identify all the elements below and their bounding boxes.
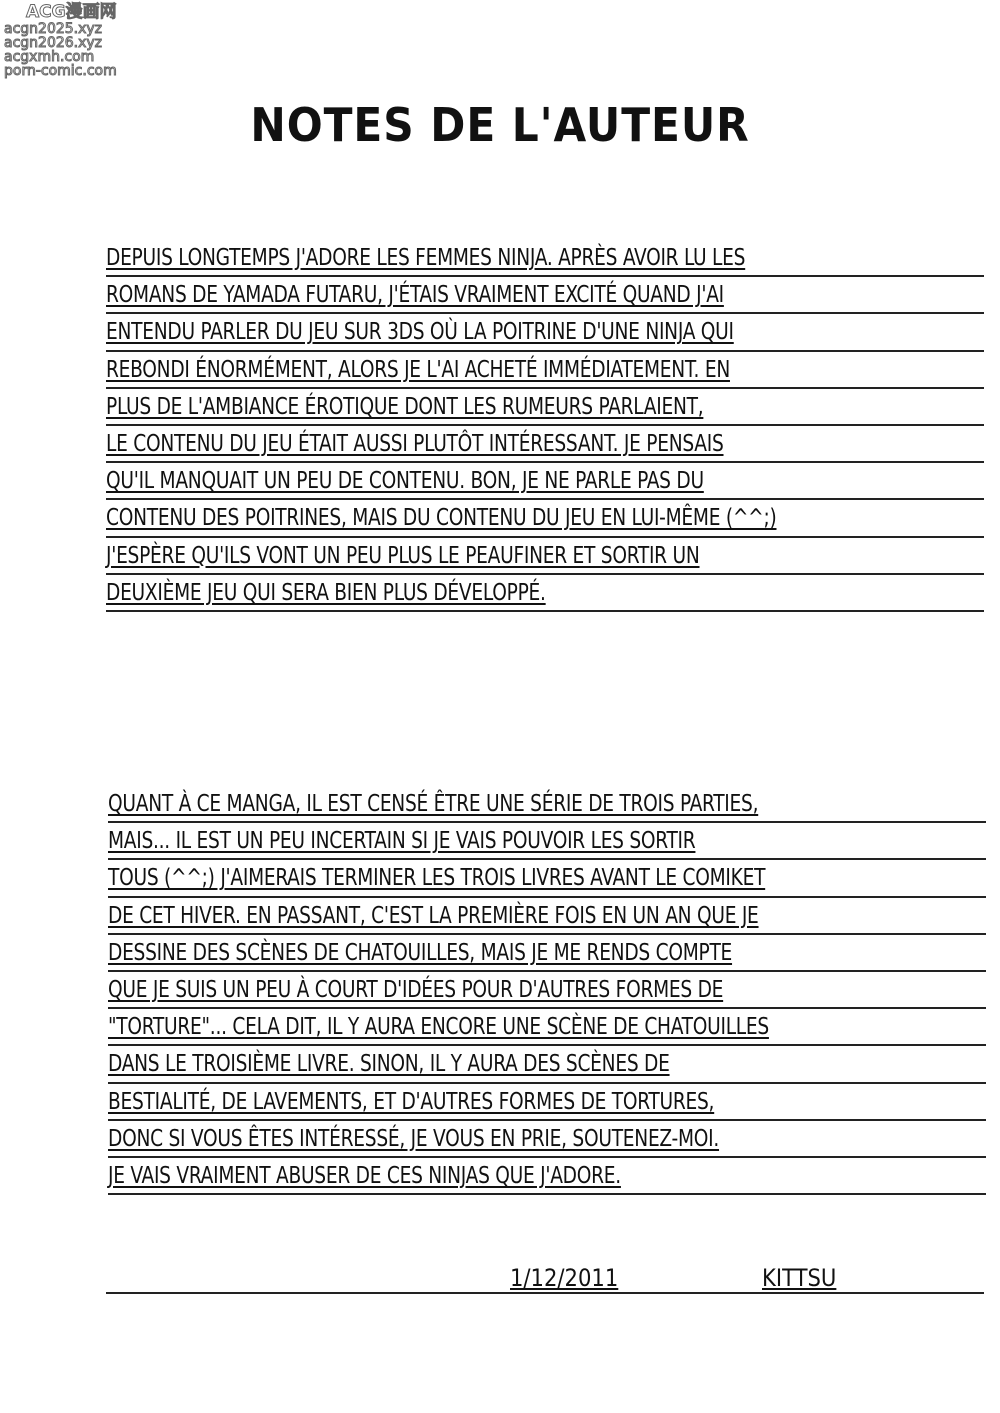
text-line: QUANT À CE MANGA, IL EST CENSÉ ÊTRE UNE SÉRIE DE TROIS PARTIES, — [108, 786, 986, 823]
text-line: PLUS DE L'AMBIANCE ÉROTIQUE DONT LES RUMEURS PARLAIENT, — [106, 389, 984, 426]
text-line: "TORTURE"... CELA DIT, IL Y AURA ENCORE UNE SCÈNE DE CHATOUILLES — [108, 1009, 986, 1046]
watermark-url: acgn2026.xyz — [4, 35, 103, 51]
text-line: TOUS (^^;) J'AIMERAIS TERMINER LES TROIS LIVRES AVANT LE COMIKET — [108, 860, 986, 897]
text-line: DESSINE DES SCÈNES DE CHATOUILLES, MAIS JE ME RENDS COMPTE — [108, 935, 986, 972]
text-line: DEPUIS LONGTEMPS J'ADORE LES FEMMES NINJA. APRÈS AVOIR LU LES — [106, 240, 984, 277]
text-line: QU'IL MANQUAIT UN PEU DE CONTENU. BON, JE NE PARLE PAS DU — [106, 463, 984, 500]
text-line: DANS LE TROISIÈME LIVRE. SINON, IL Y AURA DES SCÈNES DE — [108, 1046, 986, 1083]
signature-line — [106, 1262, 984, 1294]
text-line: ROMANS DE YAMADA FUTARU, J'ÉTAIS VRAIMENT EXCITÉ QUAND J'AI — [106, 277, 984, 314]
watermark-title: ACG漫画网 — [26, 2, 117, 22]
site-watermark — [4, 2, 154, 78]
text-line: J'ESPÈRE QU'ILS VONT UN PEU PLUS LE PEAUFINER ET SORTIR UN — [106, 538, 984, 575]
watermark-url: acgn2025.xyz — [4, 21, 103, 37]
signature-date: 1/12/2011 — [510, 1264, 619, 1292]
signature-author: KITTSU — [762, 1264, 837, 1292]
text-line: ENTENDU PARLER DU JEU SUR 3DS OÙ LA POITRINE D'UNE NINJA QUI — [106, 314, 984, 351]
text-line: REBONDI ÉNORMÉMENT, ALORS JE L'AI ACHETÉ IMMÉDIATEMENT. EN — [106, 352, 984, 389]
notes-paragraph-1 — [106, 240, 984, 612]
notes-paragraph-2 — [108, 786, 986, 1195]
text-line: QUE JE SUIS UN PEU À COURT D'IDÉES POUR D'AUTRES FORMES DE — [108, 972, 986, 1009]
text-line: MAIS... IL EST UN PEU INCERTAIN SI JE VAIS POUVOIR LES SORTIR — [108, 823, 986, 860]
text-line: JE VAIS VRAIMENT ABUSER DE CES NINJAS QUE J'ADORE. — [108, 1158, 986, 1195]
text-line: CONTENU DES POITRINES, MAIS DU CONTENU DU JEU EN LUI-MÊME (^^;) — [106, 500, 984, 537]
text-line: DE CET HIVER. EN PASSANT, C'EST LA PREMIÈRE FOIS EN UN AN QUE JE — [108, 898, 986, 935]
page-title: NOTES DE L'AUTEUR — [250, 98, 750, 152]
text-line: DONC SI VOUS ÊTES INTÉRESSÉ, JE VOUS EN PRIE, SOUTENEZ-MOI. — [108, 1121, 986, 1158]
text-line: LE CONTENU DU JEU ÉTAIT AUSSI PLUTÔT INTÉRESSANT. JE PENSAIS — [106, 426, 984, 463]
text-line: BESTIALITÉ, DE LAVEMENTS, ET D'AUTRES FORMES DE TORTURES, — [108, 1084, 986, 1121]
text-line: DEUXIÈME JEU QUI SERA BIEN PLUS DÉVELOPPÉ. — [106, 575, 984, 612]
watermark-url: porn-comic.com — [4, 63, 117, 79]
watermark-url: acgxmh.com — [4, 49, 95, 65]
